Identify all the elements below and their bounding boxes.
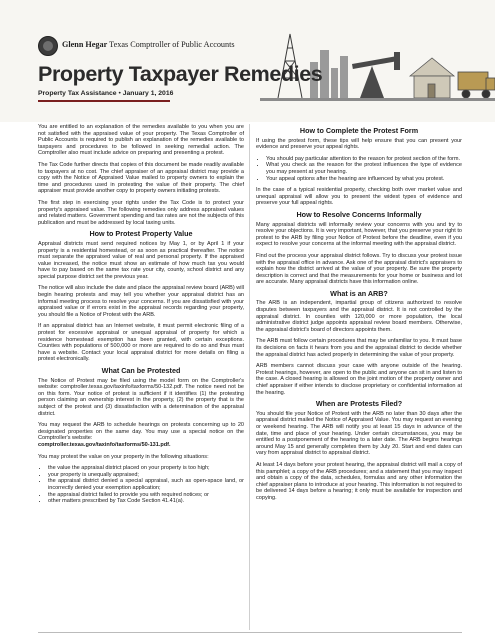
list-item: • Your appeal options after the hearing are influenced by what you protest. [266,176,462,183]
protest-paragraph-1: Appraisal districts must send required notices by May 1, or by April 1 if your property is a residential homestead, or as soon as practical thereafter. The notice must separate the appraised value of real and personal property. If the appraised value increased, the notice must show an estimate of how much tax you would have to pay based on the same tax rate your city, county, school district and any special purpose district set the previous year. [38,240,244,280]
filed-paragraph-2: At least 14 days before your protest hearing, the appraisal district will mail a copy of this pamphlet; a copy of the ARB procedures; and a statement that you may inspect and obtain a copy of the data, schedules, formulas and any other information the chief appraiser plans to introduce at your hearing. This information is not required to be delivered 14 days before a hearing; it only must be available for inspection and copying. [256,461,462,501]
complete-paragraph-1: If using the protest form, these tips will help ensure that you can present your evidence and preserve your appeal rights. [256,137,462,151]
agency-line [62,40,235,49]
house-icon [410,58,454,98]
footer-rule [38,632,462,633]
what-paragraph-2 [38,422,244,448]
truck-icon [458,72,495,98]
arb-paragraph-3: ARB members cannot discuss your case with anyone outside of the hearing. Protest hearings, however, are open to the public and anyone can sit in and listen to the case. A closed hearing is allowed on the joint motion of the property owner and chief appraiser if either intends to disclose proprietary or confidential information at the hearing. [256,363,462,396]
left-column [38,124,244,510]
heading-when-filed: When are Protests Filed? [315,399,403,409]
list-item: • other matters prescribed by Tax Code Section 41.41(a). [48,498,244,505]
heading-resolve-informally: How to Resolve Concerns Informally [296,209,422,219]
heading-what-is-arb: What is an ARB? [330,288,388,298]
subtitle-separator: • [116,90,123,97]
page-subtitle [38,90,173,97]
arb-paragraph-1: The ARB is an independent, impartial group of citizens authorized to resolve disputes between taxpayers and the appraisal district. It is not controlled by the appraisal district. In counties with 120,000 or more population, the local administrative district judge appoints appraisal review board members. Otherwise, the appraisal district's board of directors appoints them. [256,300,462,333]
intro-paragraph-3: The first step in exercising your rights under the Tax Code is to protect your property's appraised value. The following remedies only address appraised values and related matters. Government spending and tax rates are not the subjects of this publication and must be addressed by local taxing units. [38,199,244,226]
form-tips-list [256,156,462,182]
subtitle-date: January 1, 2016 [122,90,174,97]
list-item: • You should pay particular attention to the reason for protest section of the form. [266,156,462,163]
oil-pumpjack-icon [352,52,400,98]
body-columns [38,124,462,630]
column-divider [249,124,250,630]
filed-paragraph-1: You should file your Notice of Protest with the ARB no later than 30 days after the appraisal district mailed the Notice of Appraised Value. You may request an evening or weekend hearing. The ARB will notify you at least 15 days in advance of the date, time and place of your hearing. Under certain circumstances, you may be entitled to a postponement of the hearing to a later date. The ARB begins hearings around May 15 and generally completes them by July 20. Start and end dates can vary from appraisal district to appraisal district. [256,410,462,457]
list-item: • the value the appraisal district placed on your property is too high; [48,465,244,472]
protest-situations-list [38,465,244,505]
resolve-paragraph-1: Many appraisal districts will informally review your concerns with you and try to resolve your objections. It is very important, however, that you preserve your right to protest to the ARB by filing your Notice of Protest before the deadline, even if you expect to resolve your concerns at the informal meeting with the appraisal district. [256,221,462,248]
ground-line [260,98,495,101]
form-50-131-link[interactable]: comptroller.texas.gov/taxinfo/taxforms/50-131.pdf. [38,441,171,448]
heading-what-can-be-protested: What Can be Protested [101,366,181,375]
resolve-paragraph-2: Find out the process your appraisal district follows. Try to discuss your protest issue with the appraisal office in advance. Ask one of the appraisal district's appraisers to explain how the district arrived at the value of your property. Be sure the property description is correct and that the measurements for your home or business and lot are accurate. Many appraisal districts have this information online. [256,252,462,286]
comptroller-seal-icon [38,36,58,56]
arb-paragraph-2: The ARB must follow certain procedures that may be unfamiliar to you. It must base its decisions on facts it hears from you and the appraisal district to decide whether the appraisal district has acted properly in determining the value of your property. [256,338,462,358]
complete-paragraph-2: In the case of a typical residential property, checking both over market value and unequal appraisal will allow you to present the widest types of evidence and preserve your full appeal rights. [256,187,462,207]
title-rule [38,100,170,102]
page-header [0,0,495,122]
protest-paragraph-3: If an appraisal district has an Internet website, it must permit electronic filing of a protest for excessive appraisal or unequal appraisal of property for which a residence homestead exemption has been granted, with certain exceptions. Counties with populations of 500,000 or more are required to do so and thus must have a website. Contact your local appraisal district for more details on filing a protest electronically. [38,323,244,363]
heading-complete-form: How to Complete the Protest Form [299,126,419,135]
intro-paragraph-1: You are entitled to an explanation of the remedies available to you when you are not satisfied with the appraised value of your property. The Texas Comptroller of Public Accounts is required to publish an explanation of the remedies available to taxpayers and procedures to be followed in seeking remedial action. The Comptroller also must include advice on preparing and presenting a protest. [38,124,244,157]
list-item: • your property is unequally appraised; [48,472,244,479]
subtitle-label: Property Tax Assistance [38,90,117,97]
what-paragraph-1: The Notice of Protest may be filed using the model form on the Comptroller's website: comptroller.texas.gov/taxinfo/taxforms/50-132.pdf. The notice need not be on this form. Your notice of protest is sufficient if it identifies (1) the protesting person claiming an ownership interest in the property, (2) the property that is the subject of the protest and (3) dissatisfaction with a determination of the appraisal district. [38,377,244,417]
agency-name: Glenn Hegar [62,40,108,49]
list-item: • the appraisal district failed to provide you with required notices; or [48,492,244,499]
list-item: • the appraisal district denied a special appraisal, such as open-space land, or incorrectly denied your exemption application; [48,478,244,491]
page-title: Property Taxpayer Remedies [38,62,323,86]
header-illustration [260,6,495,110]
protest-paragraph-2: The notice will also include the date and place the appraisal review board (ARB) will begin hearing protests and may tell you whether your appraisal district has an informal meeting process to resolve your concerns. If you are dissatisfied with your appraised value or if errors exist in the appraisal records regarding your property, you should file a Notice of Protest with the ARB. [38,285,244,318]
agency-office: Texas Comptroller of Public Accounts [109,40,235,49]
intro-paragraph-2: The Tax Code further directs that copies of this document be made readily available to taxpayers at no cost. The chief appraiser of an appraisal district may provide a copy with the Notice of Appraised Value mailed to property owners to explain the time and procedures used in protesting the value of their property. The chief appraiser must provide another copy to property owners initiating protests. [38,161,244,195]
list-item: • What you check as the reason for the protest influences the type of evidence you may present at your hearing. [266,162,462,175]
heading-protest-value: How to Protest Property Value [89,229,193,239]
right-column [256,124,462,507]
what-paragraph-3: You may protest the value on your property in the following situations: [38,453,209,460]
what-paragraph-2-text: You may request the ARB to schedule hearings on protests concerning up to 20 designated properties on the same day. You may use a special notice on the Comptroller's website: [38,422,244,442]
